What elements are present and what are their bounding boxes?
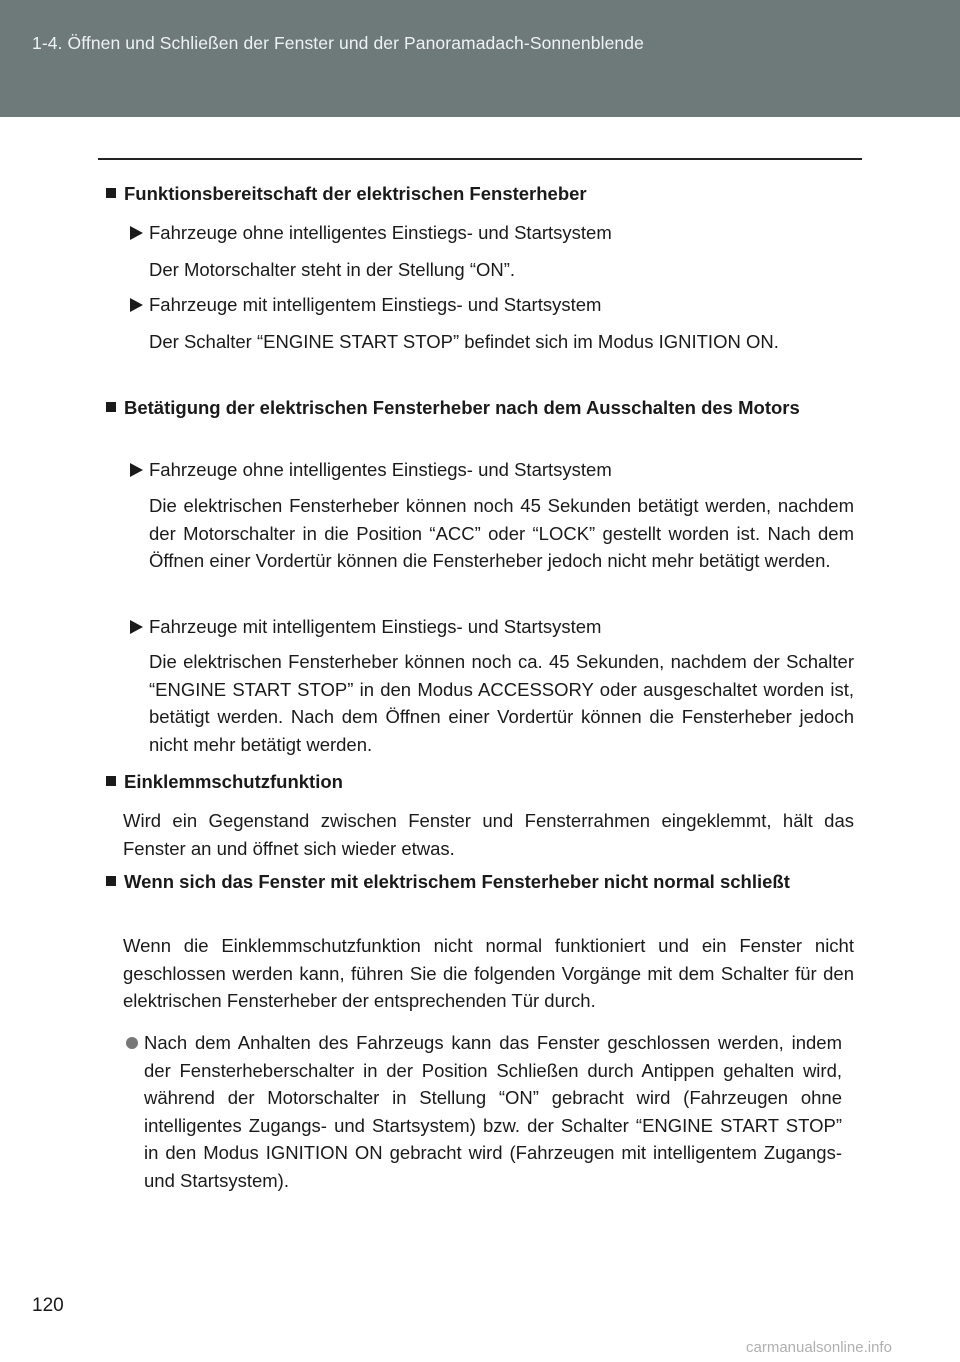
paragraph: Der Schalter “ENGINE START STOP” befindet sich im Modus IGNITION ON. [149, 331, 779, 352]
section-heading: Wenn sich das Fenster mit elektrischem Fensterheber nicht normal schließt [106, 869, 874, 895]
paragraph: Die elektrischen Fensterheber können noch 45 Sekunden betätigt werden, nachdem der Motorschalter in die Position “ACC” oder “LOCK” gestellt worden ist. Nach dem Öffnen einer Vordertür können die Fensterheber jedoch nicht mehr betätigt werden. [149, 495, 854, 571]
header-band [0, 0, 960, 117]
paragraph: Der Motorschalter steht in der Stellung “ON”. [149, 259, 516, 280]
paragraph: Wird ein Gegenstand zwischen Fenster und Fensterrahmen eingeklemmt, hält das Fenster an und öffnet sich wieder etwas. [123, 810, 854, 859]
section-heading: Funktionsbereitschaft der elektrischen Fensterheber [106, 181, 856, 207]
variant-label: Fahrzeuge ohne intelligentes Einstiegs- und Startsystem [130, 457, 850, 483]
page-number: 120 [32, 1295, 64, 1316]
square-bullet-icon [106, 402, 116, 412]
variant-label: Fahrzeuge mit intelligentem Einstiegs- und Startsystem [130, 614, 850, 640]
square-bullet-icon [106, 876, 116, 886]
circle-bullet-icon [126, 1037, 138, 1049]
watermark: carmanualsonline.info [746, 1339, 892, 1356]
triangle-arrow-icon [130, 620, 143, 634]
square-bullet-icon [106, 776, 116, 786]
header-divider [98, 158, 862, 160]
paragraph: Wenn die Einklemmschutzfunktion nicht normal funktioniert und ein Fenster nicht geschlossen werden kann, führen Sie die folgenden Vorgänge mit dem Schalter für den elektrischen Fensterheber der entsprechenden Tür durch. [123, 935, 854, 1011]
section-heading: Einklemmschutzfunktion [106, 769, 856, 795]
list-item [126, 1029, 842, 1194]
square-bullet-icon [106, 188, 116, 198]
variant-label: Fahrzeuge ohne intelligentes Einstiegs- und Startsystem [130, 220, 850, 246]
list-item-text: Nach dem Anhalten des Fahrzeugs kann das Fenster geschlossen werden, indem der Fensterheberschalter in der Position Schließen durch Antippen gehalten wird, während der Motorschalter in Stellung “ON” gebracht wird (Fahrzeugen ohne intelligentes Zugangs- und Startsystem) bzw. der Schalter “ENGINE START STOP” in den Modus IGNITION ON gebracht wird (Fahrzeugen mit intelligentem Zugangs- und Startsystem). [144, 1032, 842, 1191]
triangle-arrow-icon [130, 298, 143, 312]
paragraph: Die elektrischen Fensterheber können noch ca. 45 Sekunden, nachdem der Schalter “ENGINE START STOP” in den Modus ACCESSORY oder ausgeschaltet worden ist, betätigt werden. Nach dem Öffnen einer Vordertür können die Fensterheber jedoch nicht mehr betätigt werden. [149, 651, 854, 755]
chapter-title: 1-4. Öffnen und Schließen der Fenster und der Panoramadach-Sonnenblende [32, 33, 644, 53]
triangle-arrow-icon [130, 226, 143, 240]
variant-label: Fahrzeuge mit intelligentem Einstiegs- und Startsystem [130, 292, 850, 318]
section-heading: Betätigung der elektrischen Fensterheber nach dem Ausschalten des Motors [106, 395, 874, 421]
triangle-arrow-icon [130, 463, 143, 477]
